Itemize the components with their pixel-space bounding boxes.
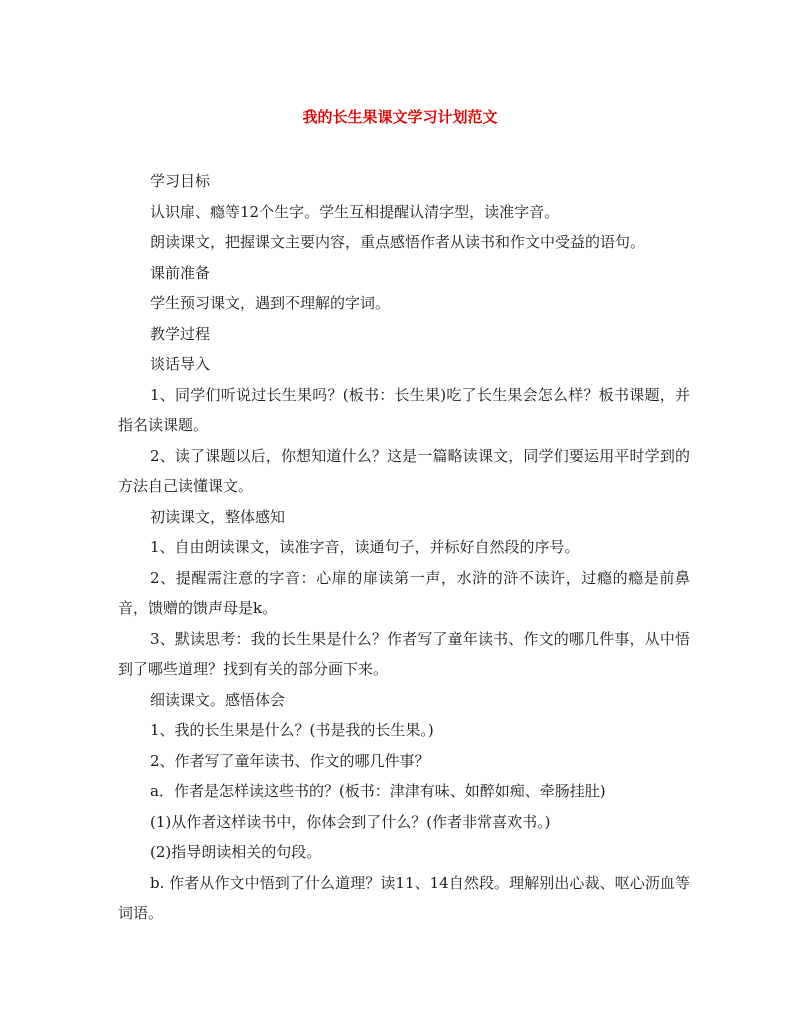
paragraph: 学生预习课文，遇到不理解的字词。 [150,294,391,312]
paragraph: 1、我的长生果是什么？(书是我的长生果。) [150,721,434,739]
paragraph: a．作者是怎样读这些书的？(板书：津津有味、如醉如痴、牵肠挂肚) [150,782,606,800]
paragraph: 2、读了课题以后，你想知道什么？这是一篇略读课文，同学们要运用平时学到的方法自己读懂课文。 [118,446,690,495]
paragraph: b. 作者从作文中悟到了什么道理？读11、14自然段。理解别出心裁、呕心沥血等词语。 [118,873,690,922]
paragraph: 2、作者写了童年读书、作文的哪几件事？ [150,751,430,770]
paragraph: (1)从作者这样读书中，你体会到了什么？(作者非常喜欢书。) [150,812,551,831]
paragraph: 课前准备 [150,263,211,282]
paragraph: 谈话导入 [150,355,211,373]
paragraph: 3、默读思考：我的长生果是什么？作者写了童年读书、作文的哪几件事，从中悟到了哪些道理？找到有关的部分画下来。 [118,629,690,678]
paragraph: 初读课文，整体感知 [150,507,286,526]
paragraph: 1、同学们听说过长生果吗？(板书：长生果)吃了长生果会怎么样？板书课题，并指名读课题。 [118,385,690,434]
paragraph: 2、提醒需注意的字音：心扉的扉读第一声，水浒的浒不读许，过瘾的瘾是前鼻音，馈赠的馈声母是k。 [118,568,690,617]
paragraph: 细读课文。感悟体会 [150,690,286,709]
paragraph: 1、自由朗读课文，读准字音，读通句子，并标好自然段的序号。 [150,538,580,556]
document-body [118,166,690,929]
paragraph: (2)指导朗读相关的句段。 [150,843,322,861]
document-title: 我的长生果课文学习计划范文 [302,108,498,126]
paragraph: 认识扉、瘾等12个生字。学生互相提醒认清字型，读准字音。 [150,202,560,221]
paragraph: 教学过程 [150,324,211,343]
paragraph: 朗读课文，把握课文主要内容，重点感悟作者从读书和作文中受益的语句。 [150,233,646,251]
paragraph: 学习目标 [150,172,211,190]
